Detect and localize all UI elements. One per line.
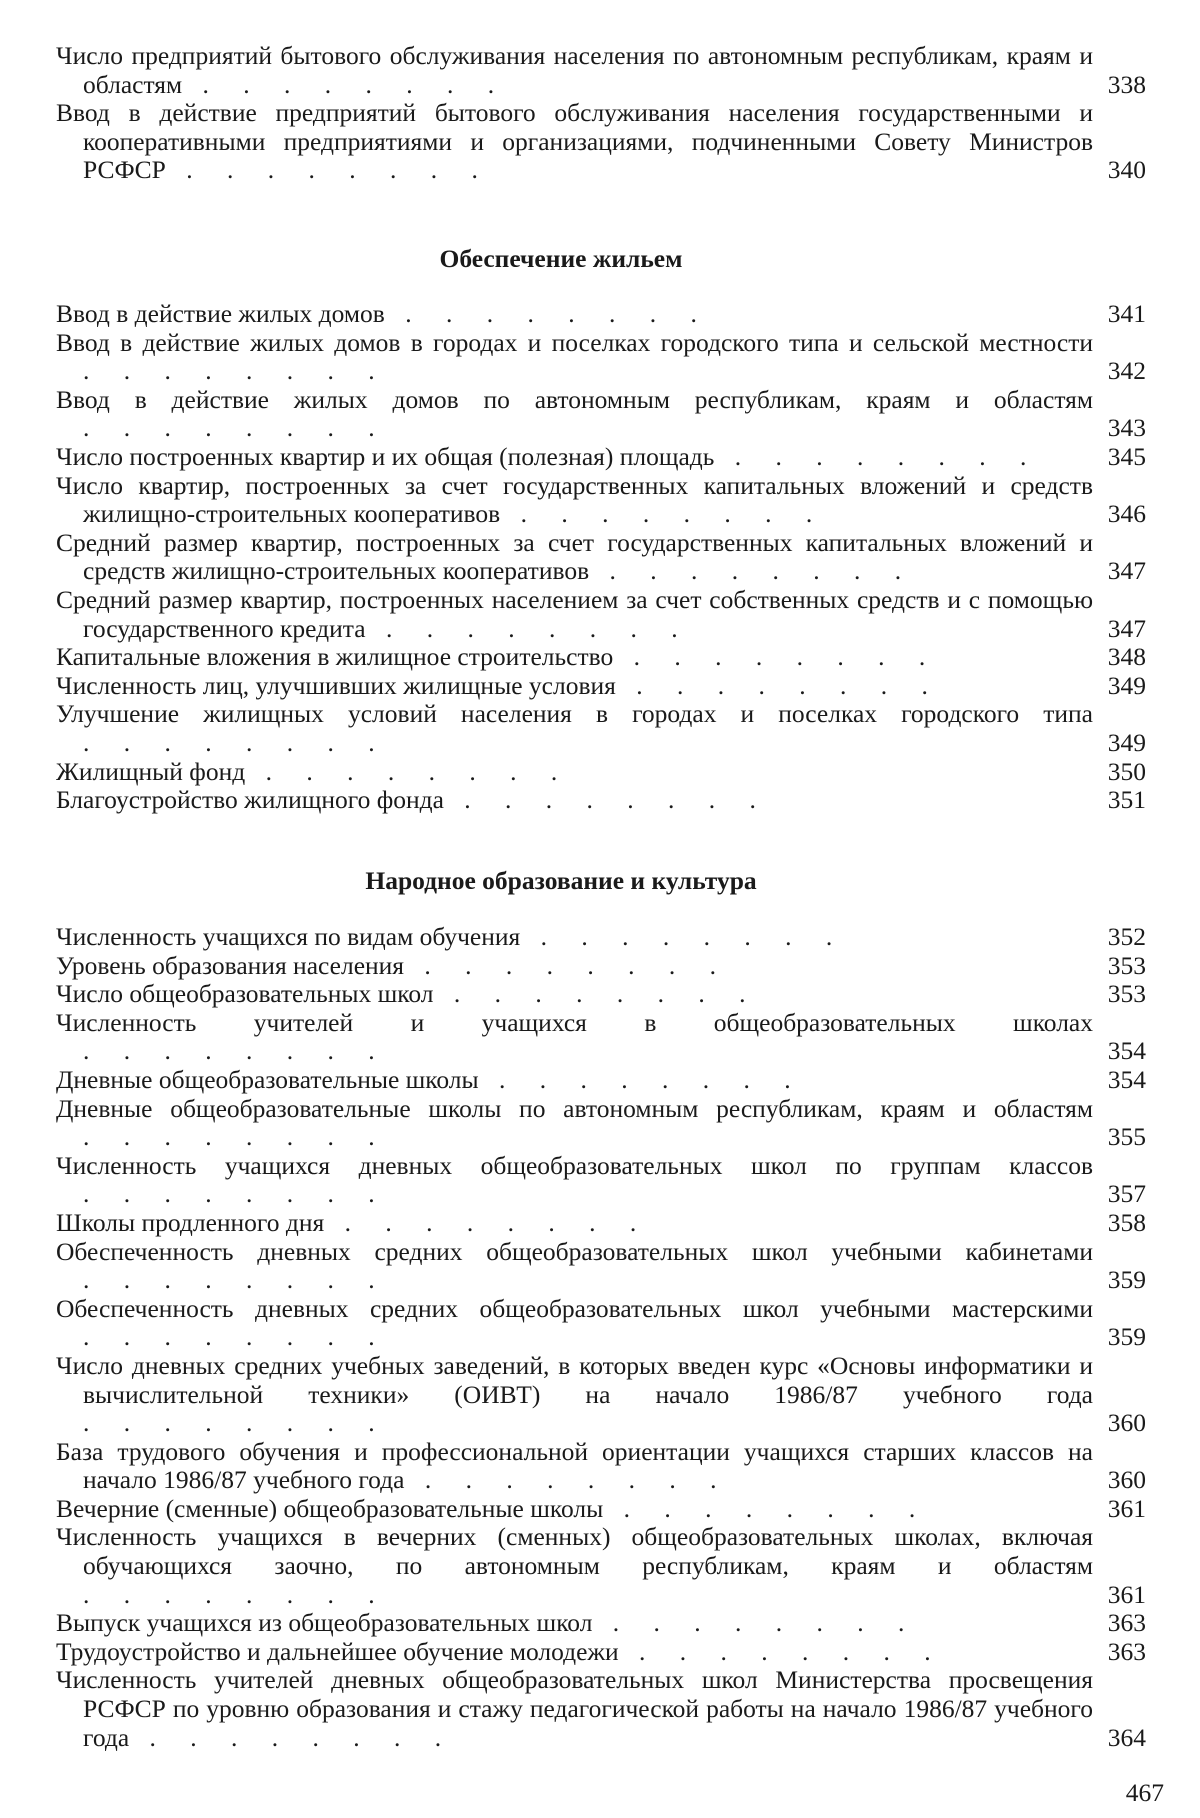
toc-entry-page: 364 xyxy=(1107,1722,1146,1752)
toc-entry-text: Дневные общеобразовательные школы по автономным республикам, краям и областям xyxy=(56,1093,1093,1123)
toc-entry-page: 342 xyxy=(1107,356,1146,386)
toc-entry-page: 360 xyxy=(1107,1408,1146,1438)
toc-entry-text: Число квартир, построенных за счет государственных капитальных вложений и средств жилищно-строительных кооперативов xyxy=(56,470,1093,529)
dot-leader: . . . . . . . . xyxy=(182,69,509,99)
toc-entry xyxy=(56,1438,1146,1495)
toc-entry xyxy=(56,952,1146,981)
toc-entry-text: Численность учителей и учащихся в общеобразовательных школах xyxy=(56,1007,1093,1037)
toc-entry xyxy=(56,1209,1146,1238)
dot-leader: . . . . . . . . xyxy=(83,1036,389,1066)
toc-entry xyxy=(56,980,1146,1009)
toc-entry xyxy=(56,1352,1146,1438)
toc-entry-text: Жилищный фонд xyxy=(56,756,246,786)
toc-entry xyxy=(56,1495,1146,1524)
toc-entry-text: Обеспеченность дневных средних общеобразовательных школ учебными мастерскими xyxy=(56,1293,1093,1323)
toc-entry xyxy=(56,1609,1146,1638)
dot-leader: . . . . . . . . xyxy=(129,1722,456,1752)
toc-entry-title xyxy=(56,1066,1093,1095)
dot-leader: . . . . . . . . xyxy=(165,155,492,185)
dot-leader: . . . . . . . . xyxy=(613,642,940,672)
dot-leader: . . . . . . . . xyxy=(603,1493,930,1523)
toc-entry-page: 347 xyxy=(1107,556,1146,586)
toc-entry-title xyxy=(56,1495,1093,1524)
toc-entry-text: Улучшение жилищных условий населения в городах и поселках городского типа xyxy=(56,699,1093,729)
toc-entry-text: Средний размер квартир, построенных за счет государственных капитальных вложений и средств жилищно-строительных кооперативов xyxy=(56,527,1093,586)
toc-entry-page: 354 xyxy=(1107,1036,1146,1066)
dot-leader: . . . . . . . . xyxy=(83,1179,389,1209)
toc-entry-page: 358 xyxy=(1107,1207,1146,1237)
toc-entry xyxy=(56,443,1146,472)
dot-leader: . . . . . . . . xyxy=(245,756,572,786)
dot-leader: . . . . . . . . xyxy=(83,1322,389,1352)
toc-entry-text: Средний размер квартир, построенных населением за счет собственных средств и с помощью государственного кредита xyxy=(56,584,1093,643)
dot-leader: . . . . . . . . xyxy=(83,1579,389,1609)
dot-leader: . . . . . . . . xyxy=(714,441,1041,471)
toc-entry-page: 361 xyxy=(1107,1579,1146,1609)
toc-entry xyxy=(56,672,1146,701)
toc-entry-title xyxy=(56,1638,1093,1667)
toc-entry-page: 350 xyxy=(1107,756,1146,786)
toc-entry-text: Ввод в действие предприятий бытового обслуживания населения государственными и кооперативными предприятиями и организациями, подчиненными Совету Министров РСФСР xyxy=(56,98,1093,185)
toc-entry-title xyxy=(56,329,1093,386)
toc-entry-title xyxy=(56,386,1093,443)
toc-entry-page: 338 xyxy=(1107,69,1146,99)
toc-entry-page: 343 xyxy=(1107,413,1146,443)
toc-entry-title xyxy=(56,1238,1093,1295)
toc-entry-page: 346 xyxy=(1107,499,1146,529)
toc-entry-title xyxy=(56,443,1093,472)
dot-leader: . . . . . . . . xyxy=(384,299,711,328)
toc-entry-title xyxy=(56,952,1093,981)
toc-entry xyxy=(56,1152,1146,1209)
toc-entry-title xyxy=(56,1095,1093,1152)
toc-entry xyxy=(56,643,1146,672)
toc-entry-page: 357 xyxy=(1107,1179,1146,1209)
dot-leader: . . . . . . . . xyxy=(83,727,389,757)
toc-entry-title xyxy=(56,99,1093,185)
toc-entry-text: Число предприятий бытового обслуживания населения по автономным республикам, краям и областям xyxy=(56,41,1093,99)
toc-entry-page: 351 xyxy=(1107,785,1146,815)
toc-entry-page: 361 xyxy=(1107,1493,1146,1523)
toc-entry-title xyxy=(56,700,1093,757)
dot-leader: . . . . . . . . xyxy=(83,1265,389,1295)
toc-entry-title xyxy=(56,529,1093,586)
dot-leader: . . . . . . . . xyxy=(83,1408,389,1438)
dot-leader: . . . . . . . . xyxy=(324,1207,651,1237)
toc-entry-text: Численность лиц, улучшивших жилищные условия xyxy=(56,670,616,700)
toc-entry xyxy=(56,1066,1146,1095)
toc-entry-page: 359 xyxy=(1107,1322,1146,1352)
section-heading-education: Народное образование и культура xyxy=(365,866,757,895)
toc-entry xyxy=(56,786,1146,815)
toc-entry-text: Число построенных квартир и их общая (полезная) площадь xyxy=(56,441,715,471)
toc-entry xyxy=(56,472,1146,529)
toc-entry-text: Численность учащихся по видам обучения xyxy=(56,922,521,951)
toc-entry-title xyxy=(56,1295,1093,1352)
toc-entry-page: 347 xyxy=(1107,613,1146,643)
toc-entry-text: Благоустройство жилищного фонда xyxy=(56,785,444,815)
toc-entry-text: Выпуск учащихся из общеобразовательных школ xyxy=(56,1608,593,1638)
toc-entry-title xyxy=(56,643,1093,672)
toc-entry xyxy=(56,700,1146,757)
toc-entry xyxy=(56,923,1146,952)
dot-leader: . . . . . . . . xyxy=(365,613,692,643)
toc-entry-text: Ввод в действие жилых домов xyxy=(56,299,385,328)
toc-entry-page: 360 xyxy=(1107,1465,1146,1495)
toc-entry-title xyxy=(56,980,1093,1009)
section-heading-housing: Обеспечение жильем xyxy=(439,244,683,273)
dot-leader: . . . . . . . . xyxy=(500,499,827,529)
toc-entry-page: 363 xyxy=(1107,1608,1146,1638)
dot-leader: . . . . . . . . xyxy=(443,785,770,815)
toc-entry-text: Число общеобразовательных школ xyxy=(56,979,434,1009)
toc-entry xyxy=(56,586,1146,643)
toc-entry xyxy=(56,300,1146,329)
dot-leader: . . . . . . . . xyxy=(83,1122,389,1152)
toc-entry-text: Численность учителей дневных общеобразовательных школ Министерства просвещения РСФСР по уровню образования и стажу педагогической работы на начало 1986/87 учебного года xyxy=(56,1665,1093,1752)
toc-entry xyxy=(56,529,1146,586)
dot-leader: . . . . . . . . xyxy=(404,950,731,980)
toc-block-education xyxy=(56,923,1146,1752)
toc-entry-text: Численность учащихся дневных общеобразовательных школ по группам классов xyxy=(56,1150,1093,1180)
toc-entry-text: Обеспеченность дневных средних общеобразовательных школ учебными кабинетами xyxy=(56,1236,1093,1266)
toc-entry-title xyxy=(56,1209,1093,1238)
toc-entry xyxy=(56,1009,1146,1066)
toc-entry-title xyxy=(56,786,1093,815)
toc-block-housing xyxy=(56,300,1146,815)
toc-entry-text: Школы продленного дня xyxy=(56,1207,325,1237)
toc-entry-text: База трудового обучения и профессиональной ориентации учащихся старших классов на начало 1986/87 учебного года xyxy=(56,1436,1093,1495)
dot-leader: . . . . . . . . xyxy=(520,922,847,951)
toc-entry xyxy=(56,1238,1146,1295)
toc-entry-page: 349 xyxy=(1107,727,1146,757)
toc-entry-page: 340 xyxy=(1107,155,1146,185)
toc-entry-text: Капитальные вложения в жилищное строительство xyxy=(56,642,614,672)
toc-entry-title xyxy=(56,923,1093,952)
toc-entry xyxy=(56,1523,1146,1609)
toc-entry xyxy=(56,42,1146,99)
toc-entry-page: 348 xyxy=(1107,642,1146,672)
dot-leader: . . . . . . . . xyxy=(433,979,760,1009)
toc-block-intro xyxy=(56,42,1146,185)
dot-leader: . . . . . . . . xyxy=(83,356,389,386)
toc-entry-title xyxy=(56,1352,1093,1438)
toc-entry-title xyxy=(56,1009,1093,1066)
toc-entry xyxy=(56,1295,1146,1352)
toc-entry-text: Ввод в действие жилых домов в городах и поселках городского типа и сельской местности xyxy=(56,327,1093,357)
toc-entry-text: Численность учащихся в вечерних (сменных) общеобразовательных школах, включая обучающихся заочно, по автономным республикам, краям и областям xyxy=(56,1522,1093,1581)
toc-entry-title xyxy=(56,758,1093,787)
toc-entry-page: 353 xyxy=(1107,979,1146,1009)
toc-entry xyxy=(56,1638,1146,1667)
toc-entry-page: 353 xyxy=(1107,950,1146,980)
toc-entry xyxy=(56,329,1146,386)
toc-entry-page: 349 xyxy=(1107,670,1146,700)
toc-entry-page: 359 xyxy=(1107,1265,1146,1295)
dot-leader: . . . . . . . . xyxy=(589,556,916,586)
toc-entry-page: 345 xyxy=(1107,441,1146,471)
toc-entry-text: Уровень образования населения xyxy=(56,950,405,980)
toc-entry xyxy=(56,758,1146,787)
toc-entry-title xyxy=(56,1666,1093,1752)
dot-leader: . . . . . . . . xyxy=(404,1465,731,1495)
toc-entry xyxy=(56,1666,1146,1752)
toc-entry xyxy=(56,1095,1146,1152)
toc-entry-title xyxy=(56,672,1093,701)
toc-entry-text: Дневные общеобразовательные школы xyxy=(56,1064,479,1094)
toc-entry-text: Число дневных средних учебных заведений, в которых введен курс «Основы информатики и вычислительной техники» (ОИВТ) на начало 1986/87 учебного года xyxy=(56,1350,1093,1409)
dot-leader: . . . . . . . . xyxy=(83,413,389,443)
toc-entry-page: 355 xyxy=(1107,1122,1146,1152)
toc-entry-title xyxy=(56,1609,1093,1638)
dot-leader: . . . . . . . . xyxy=(592,1608,919,1638)
toc-entry-text: Трудоустройство и дальнейшее обучение молодежи xyxy=(56,1636,619,1666)
toc-entry xyxy=(56,99,1146,185)
toc-entry-page: 363 xyxy=(1107,1636,1146,1666)
toc-entry xyxy=(56,386,1146,443)
page-number: 467 xyxy=(1125,1778,1164,1807)
toc-entry-title xyxy=(56,586,1093,643)
toc-entry-title xyxy=(56,1438,1093,1495)
toc-entry-text: Ввод в действие жилых домов по автономным республикам, краям и областям xyxy=(56,384,1093,414)
dot-leader: . . . . . . . . xyxy=(478,1064,805,1094)
toc-entry-title xyxy=(56,300,1093,329)
dot-leader: . . . . . . . . xyxy=(618,1636,945,1666)
toc-entry-page: 352 xyxy=(1107,922,1146,951)
toc-entry-title xyxy=(56,1152,1093,1209)
toc-entry-title xyxy=(56,1523,1093,1609)
toc-entry-page: 354 xyxy=(1107,1064,1146,1094)
dot-leader: . . . . . . . . xyxy=(615,670,942,700)
toc-entry-title xyxy=(56,472,1093,529)
toc-entry-title xyxy=(56,42,1093,99)
toc-entry-page: 341 xyxy=(1107,299,1146,328)
toc-entry-text: Вечерние (сменные) общеобразовательные школы xyxy=(56,1493,604,1523)
